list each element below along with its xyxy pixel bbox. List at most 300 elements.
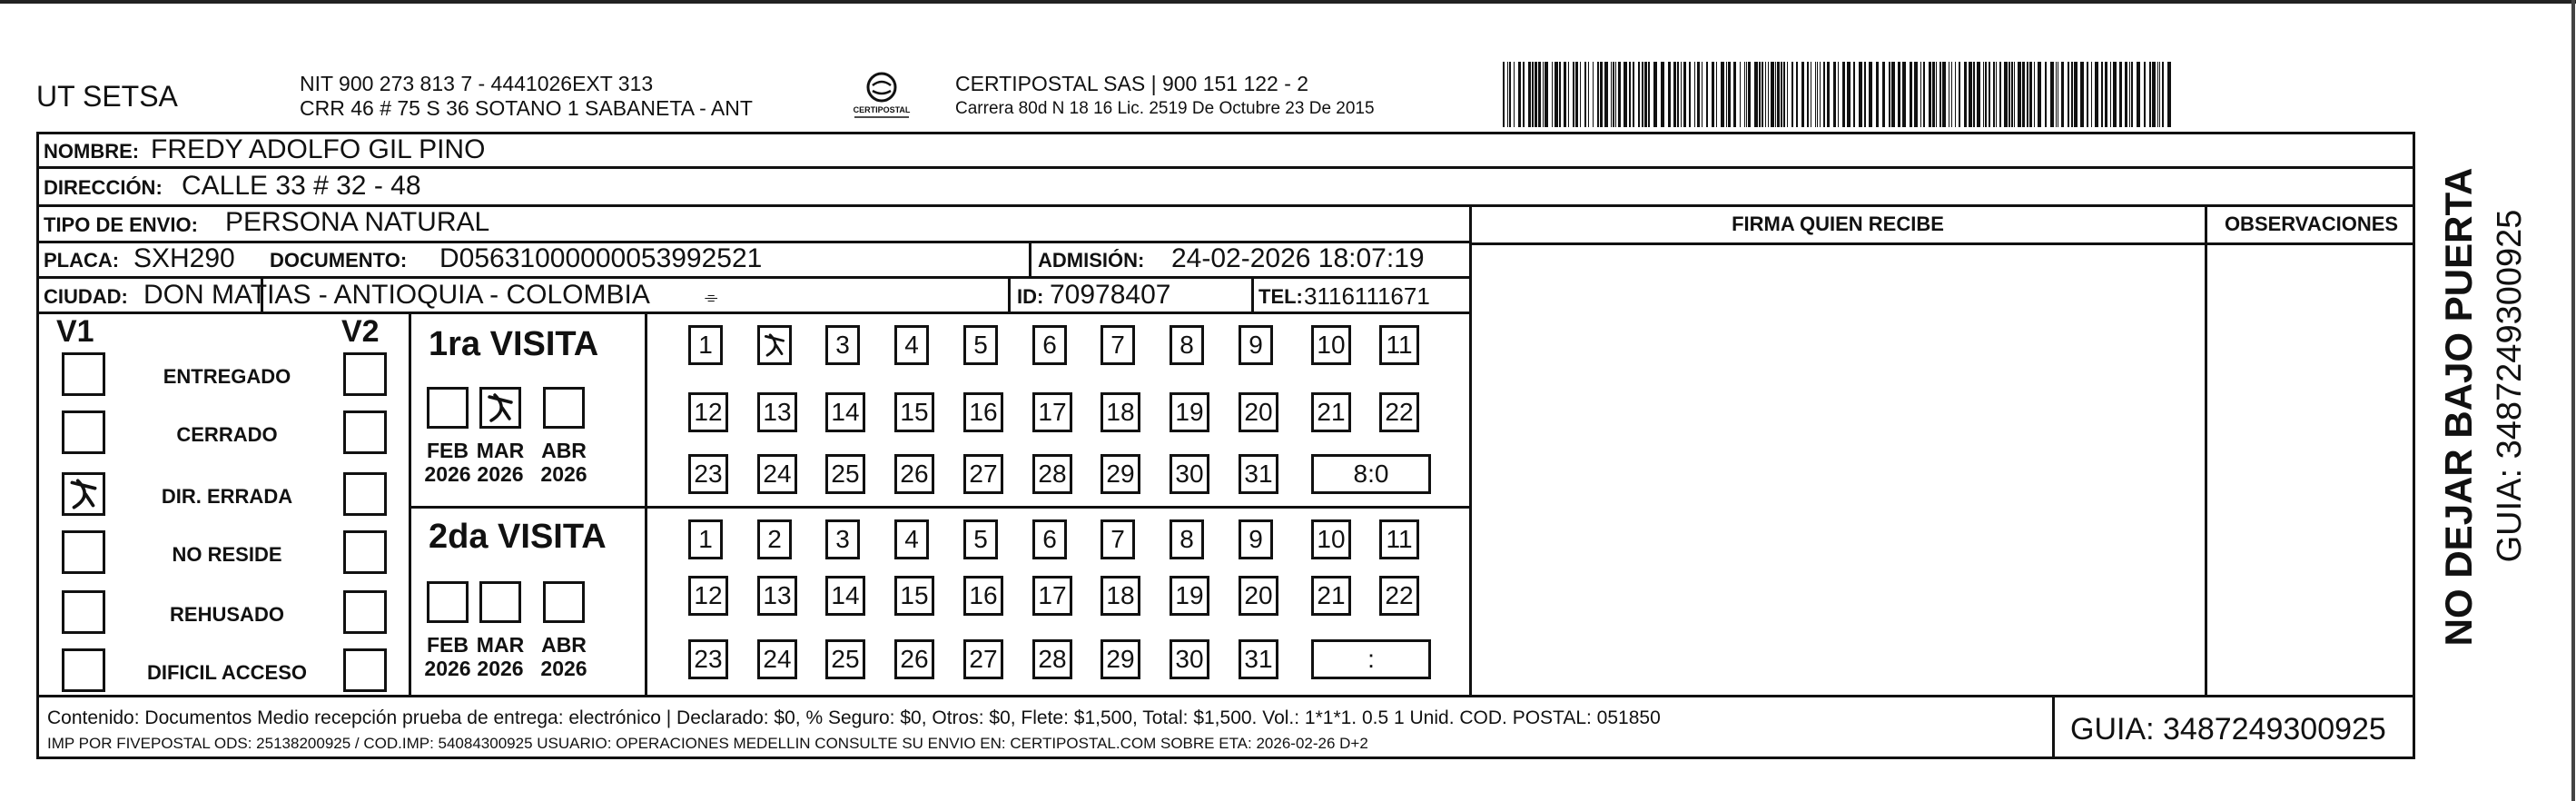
barcode-bar: [1545, 62, 1548, 127]
barcode-bar: [1765, 62, 1766, 127]
barcode-bar: [1615, 62, 1616, 127]
barcode-bar: [2131, 62, 2133, 127]
barcode-bar: [1726, 62, 1727, 127]
day-box[interactable]: 17: [1032, 576, 1072, 616]
day-box[interactable]: 8: [1170, 325, 1204, 365]
barcode-bar: [1613, 62, 1614, 127]
barcode-bar: [1853, 62, 1855, 127]
barcode-bar: [2027, 62, 2028, 127]
barcode-bar: [2011, 62, 2013, 127]
barcode-bar: [1648, 62, 1650, 127]
barcode-bar: [1864, 62, 1866, 127]
barcode-bar: [1716, 62, 1717, 127]
day-box[interactable]: 8: [1170, 519, 1204, 559]
day-box[interactable]: 15: [894, 392, 934, 432]
v1-checkbox[interactable]: [62, 352, 105, 396]
time-box[interactable]: 8:0: [1311, 454, 1431, 494]
barcode-bar: [2071, 62, 2073, 127]
barcode-bar: [1999, 62, 2001, 127]
barcode-bar: [2095, 62, 2098, 127]
v1-checkbox[interactable]: [62, 648, 105, 692]
day-box[interactable]: 13: [757, 576, 797, 616]
day-box[interactable]: 27: [963, 639, 1003, 679]
barcode-bar: [1754, 62, 1758, 127]
barcode-bar: [2144, 62, 2146, 127]
barcode-bar: [1568, 62, 1569, 127]
col-divider: [2052, 695, 2055, 759]
barcode-bar: [1564, 62, 1566, 127]
barcode-bar: [1869, 62, 1872, 127]
barcode-bar: [2129, 62, 2130, 127]
barcode-bar: [2004, 62, 2008, 127]
barcode-bar: [1977, 62, 1980, 127]
barcode-bar: [1580, 62, 1581, 127]
v2-checkbox[interactable]: [343, 352, 387, 396]
row-divider: [409, 506, 1469, 509]
barcode-bar: [2101, 62, 2103, 127]
side-guia: GUIA: 3487249300925: [2491, 209, 2529, 563]
admission-value: 24-02-2026 18:07:19: [1171, 243, 1425, 273]
day-box[interactable]: 19: [1170, 392, 1209, 432]
barcode-bar: [1942, 62, 1946, 127]
barcode-bar: [1744, 62, 1745, 127]
first-visit-title: 1ra VISITA: [429, 325, 599, 363]
side-warning: NO DEJAR BAJO PUERTA: [2437, 167, 2480, 647]
status-label: CERRADO: [176, 423, 278, 446]
status-label: NO RESIDE: [172, 543, 282, 566]
day-box[interactable]: 18: [1100, 576, 1140, 616]
barcode-bar: [1683, 62, 1686, 127]
top-edge-line: [0, 0, 2576, 4]
day-box[interactable]: 17: [1032, 392, 1072, 432]
day-box[interactable]: 20: [1239, 392, 1278, 432]
day-box[interactable]: 26: [894, 639, 934, 679]
month-year: 2026: [424, 657, 471, 681]
month-name: MAR: [476, 633, 525, 657]
barcode-bar: [1955, 62, 1956, 127]
barcode-bar: [1985, 62, 1987, 127]
barcode-bar: [1559, 62, 1561, 127]
barcode-bar: [1597, 62, 1599, 127]
barcode-bar: [1842, 62, 1845, 127]
address-label: DIRECCIÓN:: [44, 176, 163, 199]
barcode: [1503, 62, 2172, 127]
col-divider: [2205, 204, 2207, 696]
row-divider: [36, 276, 1469, 279]
barcode-bar: [1629, 62, 1631, 127]
col-divider: [1469, 204, 1472, 696]
day-box[interactable]: 9: [1239, 325, 1273, 365]
day-box[interactable]: 5: [963, 519, 998, 559]
city-value: DON MATIAS - ANTIOQUIA - COLOMBIA: [143, 280, 650, 310]
day-box[interactable]: 27: [963, 454, 1003, 494]
barcode-bar: [1902, 62, 1906, 127]
barcode-bar: [2091, 62, 2092, 127]
barcode-bar: [1746, 62, 1747, 127]
barcode-bar: [1898, 62, 1900, 127]
day-box[interactable]: 25: [825, 639, 865, 679]
barcode-bar: [1775, 62, 1776, 127]
barcode-bar: [1847, 62, 1851, 127]
barcode-bar: [1951, 62, 1952, 127]
logo-text: CERTIPOSTAL: [853, 105, 911, 114]
id-label: ID:: [1017, 285, 1044, 308]
day-box[interactable]: 29: [1100, 639, 1140, 679]
barcode-bar: [1833, 62, 1836, 127]
barcode-bar: [1638, 62, 1640, 127]
barcode-bar: [2074, 62, 2078, 127]
barcode-bar: [2061, 62, 2064, 127]
barcode-bar: [2152, 62, 2156, 127]
status-label: ENTREGADO: [163, 365, 291, 388]
month-label: [469, 633, 532, 681]
day-box[interactable]: 12: [688, 576, 728, 616]
v2-checkbox[interactable]: [343, 648, 387, 692]
day-box[interactable]: 10: [1311, 519, 1351, 559]
barcode-bar: [2068, 62, 2069, 127]
barcode-bar: [1697, 62, 1700, 127]
barcode-bar: [1920, 62, 1921, 127]
barcode-bar: [1633, 62, 1634, 127]
status-label: DIFICIL ACCESO: [146, 661, 307, 684]
name-label: NOMBRE:: [44, 140, 140, 163]
barcode-bar: [1973, 62, 1975, 127]
month-name: FEB: [427, 439, 469, 462]
barcode-bar: [1721, 62, 1724, 127]
barcode-bar: [1768, 62, 1769, 127]
day-box[interactable]: 31: [1239, 454, 1278, 494]
day-box[interactable]: 1: [688, 519, 723, 559]
month-year: 2026: [424, 462, 471, 487]
day-box[interactable]: 9: [1239, 519, 1273, 559]
plate-label: PLACA:: [44, 249, 120, 272]
day-box[interactable]: 7: [1100, 325, 1135, 365]
day-box[interactable]: 24: [757, 639, 797, 679]
month-year: 2026: [540, 462, 587, 487]
observations-header: OBSERVACIONES: [2224, 213, 2399, 235]
day-box[interactable]: 24: [757, 454, 797, 494]
month-checkbox[interactable]: [543, 387, 585, 429]
barcode-bar: [1939, 62, 1941, 127]
barcode-bar: [1759, 62, 1761, 127]
document-label: DOCUMENTO:: [270, 249, 408, 272]
barcode-bar: [1771, 62, 1774, 127]
month-checkbox[interactable]: [427, 387, 469, 429]
barcode-bar: [1728, 62, 1731, 127]
barcode-bar: [1801, 62, 1804, 127]
barcode-bar: [2080, 62, 2084, 127]
day-box[interactable]: 5: [963, 325, 998, 365]
address-value: CALLE 33 # 32 - 48: [182, 171, 421, 201]
tel-value: 3116111671: [1304, 282, 1430, 310]
v2-checkbox[interactable]: [343, 410, 387, 454]
day-box[interactable]: 2: [757, 519, 792, 559]
col-divider: [1008, 276, 1011, 312]
day-box[interactable]: 25: [825, 454, 865, 494]
certipostal-line-2: Carrera 80d N 18 16 Lic. 2519 De Octubre 23 De 2015: [955, 99, 1375, 118]
day-box[interactable]: 28: [1032, 454, 1072, 494]
day-box[interactable]: 21: [1311, 392, 1351, 432]
barcode-bar: [1936, 62, 1937, 127]
barcode-bar: [1532, 62, 1534, 127]
barcode-bar: [1588, 62, 1589, 127]
signature-header: FIRMA QUIEN RECIBE: [1732, 213, 1944, 235]
barcode-bar: [1889, 62, 1890, 127]
barcode-bar: [2018, 62, 2021, 127]
v2-checkbox[interactable]: [343, 590, 387, 634]
barcode-bar: [1781, 62, 1782, 127]
month-checkbox[interactable]: [479, 387, 521, 429]
tel-label: TEL:: [1258, 285, 1303, 308]
footer-guia: GUIA: 3487249300925: [2070, 712, 2386, 747]
barcode-bar: [1509, 62, 1511, 127]
barcode-bar: [1573, 62, 1574, 127]
month-label: [469, 439, 532, 487]
v1-checkbox[interactable]: [62, 472, 105, 516]
barcode-bar: [1624, 62, 1627, 127]
barcode-bar: [2105, 62, 2107, 127]
barcode-bar: [1820, 62, 1821, 127]
barcode-bar: [1523, 62, 1525, 127]
barcode-bar: [1661, 62, 1664, 127]
month-label: [532, 439, 596, 487]
barcode-bar: [1733, 62, 1736, 127]
barcode-bar: [1983, 62, 1984, 127]
day-box[interactable]: [757, 325, 792, 365]
status-label: REHUSADO: [170, 603, 284, 626]
barcode-bar: [1959, 62, 1960, 127]
day-box[interactable]: 11: [1379, 519, 1419, 559]
barcode-bar: [1518, 62, 1521, 127]
day-box[interactable]: 3: [825, 519, 860, 559]
day-box[interactable]: 23: [688, 639, 728, 679]
barcode-bar: [2157, 62, 2158, 127]
row-divider: [36, 695, 2415, 697]
day-box[interactable]: 4: [894, 325, 929, 365]
day-box[interactable]: 6: [1032, 519, 1067, 559]
barcode-bar: [1996, 62, 1997, 127]
barcode-bar: [1989, 62, 1990, 127]
barcode-bar: [2056, 62, 2057, 127]
row-divider: [36, 166, 2415, 169]
barcode-bar: [1993, 62, 1995, 127]
barcode-bar: [1777, 62, 1780, 127]
day-box[interactable]: 29: [1100, 454, 1140, 494]
barcode-bar: [1882, 62, 1885, 127]
barcode-bar: [2119, 62, 2122, 127]
barcode-bar: [1827, 62, 1830, 127]
id-value: 70978407: [1050, 280, 1171, 310]
shipment-type-label: TIPO DE ENVIO:: [44, 213, 198, 236]
v1-label: V1: [56, 314, 94, 349]
city-label: CIUDAD:: [44, 285, 128, 308]
barcode-bar: [1762, 62, 1763, 127]
barcode-bar: [1677, 62, 1679, 127]
barcode-bar: [1817, 62, 1818, 127]
barcode-bar: [1807, 62, 1809, 127]
month-checkbox[interactable]: [543, 581, 585, 623]
day-box[interactable]: 10: [1311, 325, 1351, 365]
barcode-bar: [1694, 62, 1695, 127]
v2-checkbox[interactable]: [343, 472, 387, 516]
barcode-bar: [2045, 62, 2047, 127]
barcode-bar: [2034, 62, 2035, 127]
name-value: FREDY ADOLFO GIL PINO: [151, 134, 486, 164]
barcode-bar: [1681, 62, 1682, 127]
month-name: MAR: [476, 439, 525, 462]
barcode-bar: [2149, 62, 2151, 127]
barcode-bar: [1891, 62, 1895, 127]
barcode-bar: [1554, 62, 1558, 127]
day-box[interactable]: 26: [894, 454, 934, 494]
day-box[interactable]: 3: [825, 325, 860, 365]
barcode-bar: [2159, 62, 2160, 127]
day-box[interactable]: 14: [825, 392, 865, 432]
barcode-bar: [1593, 62, 1594, 127]
day-box[interactable]: 30: [1170, 639, 1209, 679]
row-divider: [36, 312, 1469, 314]
day-box[interactable]: 22: [1379, 576, 1419, 616]
barcode-bar: [1787, 62, 1788, 127]
barcode-bar: [1552, 62, 1553, 127]
barcode-bar: [2050, 62, 2054, 127]
barcode-bar: [1600, 62, 1603, 127]
day-box[interactable]: 20: [1239, 576, 1278, 616]
barcode-bar: [1706, 62, 1708, 127]
company-name: UT SETSA: [36, 80, 178, 113]
barcode-bar: [1923, 62, 1925, 127]
barcode-bar: [1535, 62, 1537, 127]
barcode-bar: [2125, 62, 2127, 127]
day-box[interactable]: 13: [757, 392, 797, 432]
barcode-bar: [2167, 62, 2171, 127]
barcode-bar: [1668, 62, 1671, 127]
day-box[interactable]: 1: [688, 325, 723, 365]
certipostal-line-1: CERTIPOSTAL SAS | 900 151 122 - 2: [955, 72, 1309, 95]
month-year: 2026: [477, 462, 524, 487]
barcode-bar: [1575, 62, 1578, 127]
barcode-bar: [2022, 62, 2025, 127]
month-label: [532, 633, 596, 681]
day-box[interactable]: 6: [1032, 325, 1067, 365]
barcode-bar: [2137, 62, 2140, 127]
nit-line-2: CRR 46 # 75 S 36 SOTANO 1 SABANETA - ANT: [300, 96, 753, 120]
day-box[interactable]: 22: [1379, 392, 1419, 432]
barcode-bar: [1702, 62, 1703, 127]
day-box[interactable]: 16: [963, 576, 1003, 616]
day-box[interactable]: 16: [963, 392, 1003, 432]
col-divider: [1029, 241, 1031, 277]
barcode-bar: [1538, 62, 1541, 127]
day-box[interactable]: 31: [1239, 639, 1278, 679]
pen-mark: ⌯: [705, 288, 718, 306]
barcode-bar: [1644, 62, 1647, 127]
barcode-bar: [1604, 62, 1608, 127]
barcode-bar: [1791, 62, 1793, 127]
row-divider: [1469, 242, 2415, 245]
barcode-bar: [1514, 62, 1515, 127]
day-box[interactable]: 4: [894, 519, 929, 559]
document-value: D05631000000053992521: [439, 243, 763, 273]
day-box[interactable]: 28: [1032, 639, 1072, 679]
barcode-bar: [1503, 62, 1505, 127]
day-box[interactable]: 23: [688, 454, 728, 494]
second-visit-title: 2da VISITA: [429, 518, 607, 556]
footer-contents: Contenido: Documentos Medio recepción prueba de entrega: electrónico | Declarado: $0, % Seguro: $0, Otros: $0, Flete: $1,500, Total: $1,500. Vol.: 1*1*1. 0.5 1 Unid. COD. POSTAL: 051850: [47, 707, 1661, 728]
month-year: 2026: [477, 657, 524, 681]
barcode-bar: [2029, 62, 2032, 127]
barcode-bar: [2038, 62, 2041, 127]
col-divider: [409, 312, 411, 696]
barcode-bar: [1964, 62, 1967, 127]
barcode-bar: [1815, 62, 1816, 127]
barcode-bar: [1689, 62, 1691, 127]
barcode-bar: [1748, 62, 1751, 127]
day-box[interactable]: 15: [894, 576, 934, 616]
barcode-bar: [1543, 62, 1544, 127]
barcode-bar: [1528, 62, 1531, 127]
day-box[interactable]: 19: [1170, 576, 1209, 616]
day-box[interactable]: 12: [688, 392, 728, 432]
month-name: ABR: [541, 439, 587, 462]
v1-checkbox[interactable]: [62, 410, 105, 454]
month-checkbox[interactable]: [479, 581, 521, 623]
day-box[interactable]: 7: [1100, 519, 1135, 559]
shipment-type-value: PERSONA NATURAL: [225, 207, 490, 237]
barcode-bar: [1611, 62, 1612, 127]
barcode-bar: [1823, 62, 1825, 127]
barcode-bar: [2110, 62, 2111, 127]
barcode-bar: [1584, 62, 1586, 127]
barcode-bar: [1618, 62, 1621, 127]
time-box[interactable]: :: [1311, 639, 1431, 679]
day-box[interactable]: 21: [1311, 576, 1351, 616]
day-box[interactable]: 30: [1170, 454, 1209, 494]
barcode-bar: [1910, 62, 1912, 127]
barcode-bar: [2087, 62, 2088, 127]
day-box[interactable]: 11: [1379, 325, 1419, 365]
barcode-bar: [1838, 62, 1839, 127]
day-box[interactable]: 18: [1100, 392, 1140, 432]
barcode-bar: [1642, 62, 1643, 127]
barcode-bar: [1969, 62, 1972, 127]
barcode-bar: [2014, 62, 2015, 127]
barcode-bar: [1929, 62, 1931, 127]
footer-print-info: IMP POR FIVEPOSTAL ODS: 25138200925 / COD.IMP: 54084300925 USUARIO: OPERACIONES MEDELLIN CONSULTE SU ENVIO EN: CERTIPOSTAL.COM SOBRE ETA: 2026-02-26 D+2: [47, 735, 1368, 752]
nit-line-1: NIT 900 273 813 7 - 4441026EXT 313: [300, 72, 654, 95]
v1-checkbox[interactable]: [62, 530, 105, 574]
month-name: ABR: [541, 633, 587, 657]
barcode-bar: [2008, 62, 2010, 127]
month-name: FEB: [427, 633, 469, 657]
barcode-bar: [2113, 62, 2117, 127]
month-checkbox[interactable]: [427, 581, 469, 623]
barcode-bar: [1783, 62, 1785, 127]
v2-checkbox[interactable]: [343, 530, 387, 574]
col-divider: [1251, 276, 1254, 312]
barcode-bar: [1932, 62, 1935, 127]
admission-label: ADMISIÓN:: [1038, 249, 1145, 272]
v1-checkbox[interactable]: [62, 590, 105, 634]
plate-value: SXH290: [133, 243, 235, 273]
barcode-bar: [1740, 62, 1741, 127]
barcode-bar: [1796, 62, 1798, 127]
barcode-bar: [1914, 62, 1918, 127]
barcode-bar: [1653, 62, 1657, 127]
barcode-bar: [1507, 62, 1508, 127]
status-label: DIR. ERRADA: [161, 485, 293, 508]
day-box[interactable]: 14: [825, 576, 865, 616]
